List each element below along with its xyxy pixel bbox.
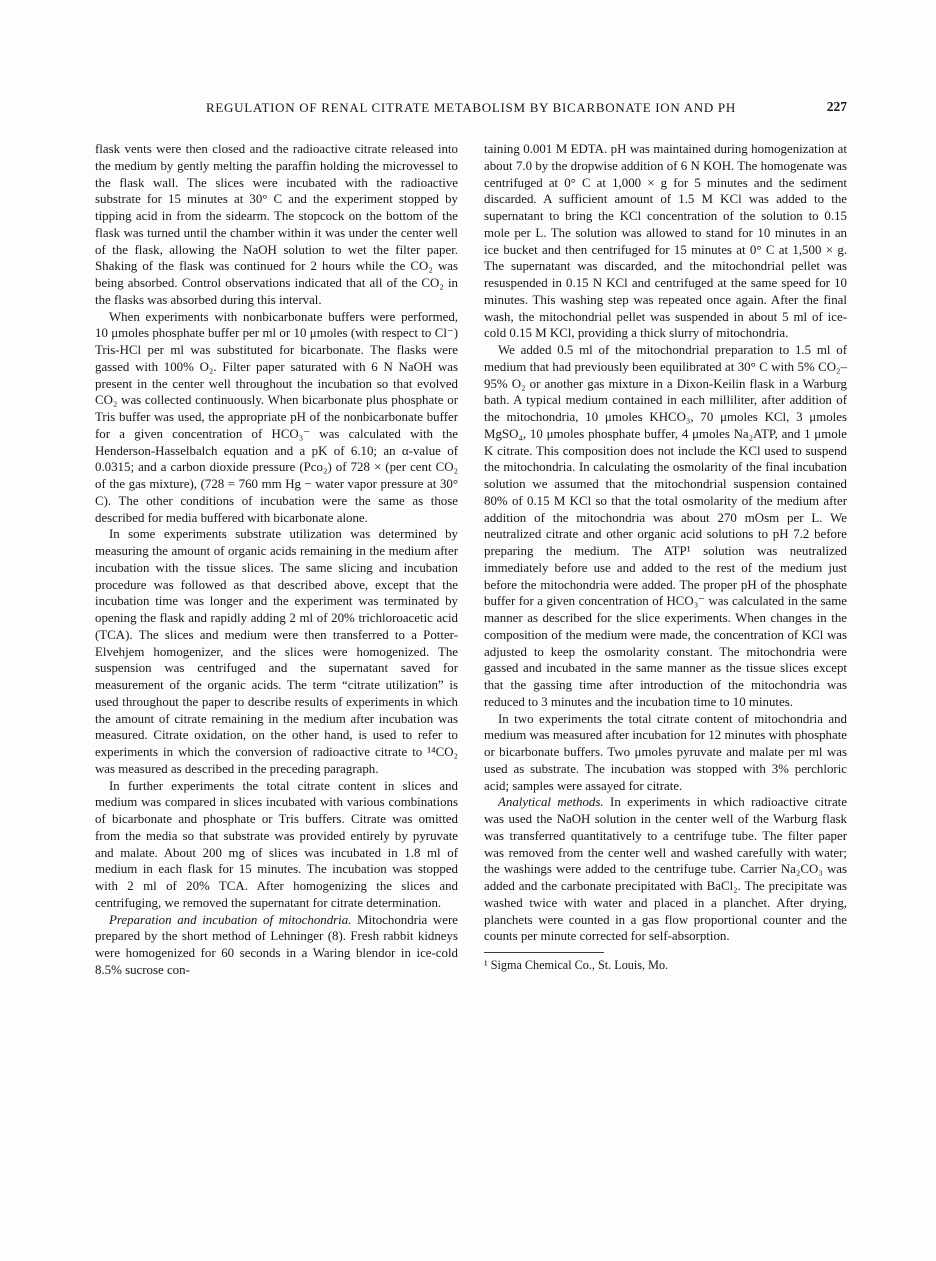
- journal-page: [95, 0, 847, 979]
- left-column: [95, 141, 458, 979]
- paragraph: In some experiments substrate utilization was determined by measuring the amount of organic acids remaining in the medium after incubation with the tissue slices. The same slicing and incubation procedure was followed as that described above, except that the incubation time was longer and the experiment was terminated by opening the flask and rapidly adding 2 ml of 20% trichloroacetic acid (TCA). The slices and medium were then transferred to a Potter-Elvehjem homogenizer, and the slices were homogenized. The suspension was centrifuged and the supernatant saved for measurement of the organic acids. The term “citrate utilization” is used throughout the paper to describe results of experiments in which the amount of citrate remaining in the medium after incubation was measured. Citrate oxidation, on the other hand, is used to refer to experiments in which the conversion of radioactive citrate to ¹⁴CO₂ was measured as described in the preceding paragraph.: [95, 527, 458, 776]
- running-title: REGULATION OF RENAL CITRATE METABOLISM BY BICARBONATE ION AND PH: [206, 100, 736, 115]
- paragraph: [484, 794, 847, 945]
- paragraph: [95, 912, 458, 979]
- paragraph: In further experiments the total citrate content in slices and medium was compared in slices incubated with various combinations of bicarbonate and phosphate or Tris buffers. Citrate was omitted from the media so that substrate was provided entirely by pyruvate and malate. About 200 mg of slices was incubated in 1.8 ml of medium in each flask for 15 minutes. The incubation was stopped with 2 ml of 20% TCA. After homogenizing the slices and centrifuging, we removed the supernatant for citrate determination.: [95, 778, 458, 910]
- section-lead: Preparation and incubation of mitochondria.: [109, 912, 352, 927]
- paragraph-text: Mitochondria were prepared by the short method of Lehninger (8). Fresh rabbit kidneys were homogenized for 60 seconds in a Waring blendor in ice-cold 8.5% sucrose con-: [95, 912, 458, 977]
- page-number: 227: [826, 99, 847, 114]
- footnote-divider: [484, 952, 604, 953]
- paragraph: taining 0.001 M EDTA. pH was maintained during homogenization at about 7.0 by the dropwise addition of 6 N KOH. The homogenate was centrifuged at 0° C at 1,000 × g for 5 minutes and the sediment discarded. A sufficient amount of 1.5 M KCl was added to the supernatant to bring the KCl concentration of the solution to 0.15 mole per L. The solution was allowed to stand for 10 minutes in an ice bucket and then centrifuged for 15 minutes at 0° C at 1,500 × g. The supernatant was discarded, and the mitochondrial pellet was resuspended in 0.15 N KCl and centrifuged at the same speed for 10 minutes. This washing step was repeated once again. After the final wash, the mitochondrial pellet was suspended in about 5 ml of ice-cold 0.15 M KCl, providing a thick slurry of mitochondria.: [484, 142, 847, 341]
- paragraph: We added 0.5 ml of the mitochondrial preparation to 1.5 ml of medium that had previously been equilibrated at 30° C with 5% CO₂–95% O₂ or another gas mixture in a Dixon-Keilin flask in a Warburg bath. A typical medium contained in each milliliter, after addition of the mitochondria, 10 μmoles KHCO₃, 70 μmoles KCl, 3 μmoles MgSO₄, 10 μmoles phosphate buffer, 4 μmoles Na₂ATP, and 1 μmole K citrate. This composition does not include the KCl used to suspend the mitochondria. In calculating the osmolarity of the final incubation solution we assumed that the mitochondrial suspension contained 80% of 0.15 M KCl so that the total osmolarity of the medium after addition of the mitochondria was about 270 mOsm per L. We neutralized citrate and other organic acid solutions to pH 7.2 before preparing the medium. The ATP¹ solution was neutralized immediately before use and added to the rest of the medium just before the mitochondria were added. The proper pH of the phosphate buffer for a given concentration of HCO₃⁻ was calculated in the same manner as described for the slice experiments. When changes in the composition of the medium were made, the concentration of KCl was adjusted to keep the osmolarity constant. The mitochondria were gassed and incubated in the same manner as the tissue slices except that the gassing time after introduction of the mitochondria was reduced to 3 minutes and the incubation time to 10 minutes.: [484, 343, 847, 709]
- paragraph-text: In experiments in which radioactive citrate was used the NaOH solution in the center well of the Warburg flask was transferred quantitatively to a centrifuge tube. The filter paper was removed from the center well and washed carefully with water; the washings were added to the centrifuge tube. Carrier Na₂CO₃ was added and the carbonate precipitated with BaCl₂. The precipitate was washed twice with water and placed in a planchet. After drying, planchets were counted in a gas flow proportional counter and the counts per minute corrected for self-absorption.: [484, 795, 847, 944]
- right-column: [484, 141, 847, 979]
- footnote-text: ¹ Sigma Chemical Co., St. Louis, Mo.: [484, 958, 669, 972]
- page-header: [95, 100, 847, 120]
- text-columns: [95, 141, 847, 979]
- paragraph: flask vents were then closed and the radioactive citrate released into the medium by gently melting the paraffin holding the microvessel to the flask wall. The slices were incubated with the radioactive substrate for 15 minutes at 30° C and the experiment stopped by tipping acid in from the sidearm. The stopcock on the bottom of the flask was turned until the chamber within it was under the center well of the flask, allowing the NaOH solution to wet the filter paper. Shaking of the flask was continued for 2 hours while the CO₂ was being absorbed. Control observations indicated that all of the CO₂ in the flasks was absorbed during this interval.: [95, 142, 458, 307]
- section-lead: Analytical methods.: [498, 795, 604, 810]
- paragraph: When experiments with nonbicarbonate buffers were performed, 10 μmoles phosphate buffer per ml or 10 μmoles (with respect to Cl⁻) Tris-HCl per ml was substituted for bicarbonate. The flasks were gassed with 100% O₂. Filter paper saturated with 6 N NaOH was present in the center well throughout the incubation so that evolved CO₂ was collected continuously. When bicarbonate plus phosphate or Tris buffer was used, the appropriate pH of the nonbicarbonate buffer for a given concentration of HCO₃⁻ was calculated with the Henderson-Hasselbalch equation and a pK of 6.10; an α-value of 0.0315; and a carbon dioxide pressure (Pco₂) of 728 × (per cent CO₂ of the gas mixture), (728 = 760 mm Hg − water vapor pressure at 30° C). The other conditions of incubation were the same as those described for media buffered with bicarbonate alone.: [95, 309, 458, 525]
- paragraph: In two experiments the total citrate content of mitochondria and medium was measured after incubation for 12 minutes with phosphate or bicarbonate buffers. Two μmoles pyruvate and malate per ml was used as substrate. The incubation was stopped with 3% perchloric acid; samples were assayed for citrate.: [484, 711, 847, 793]
